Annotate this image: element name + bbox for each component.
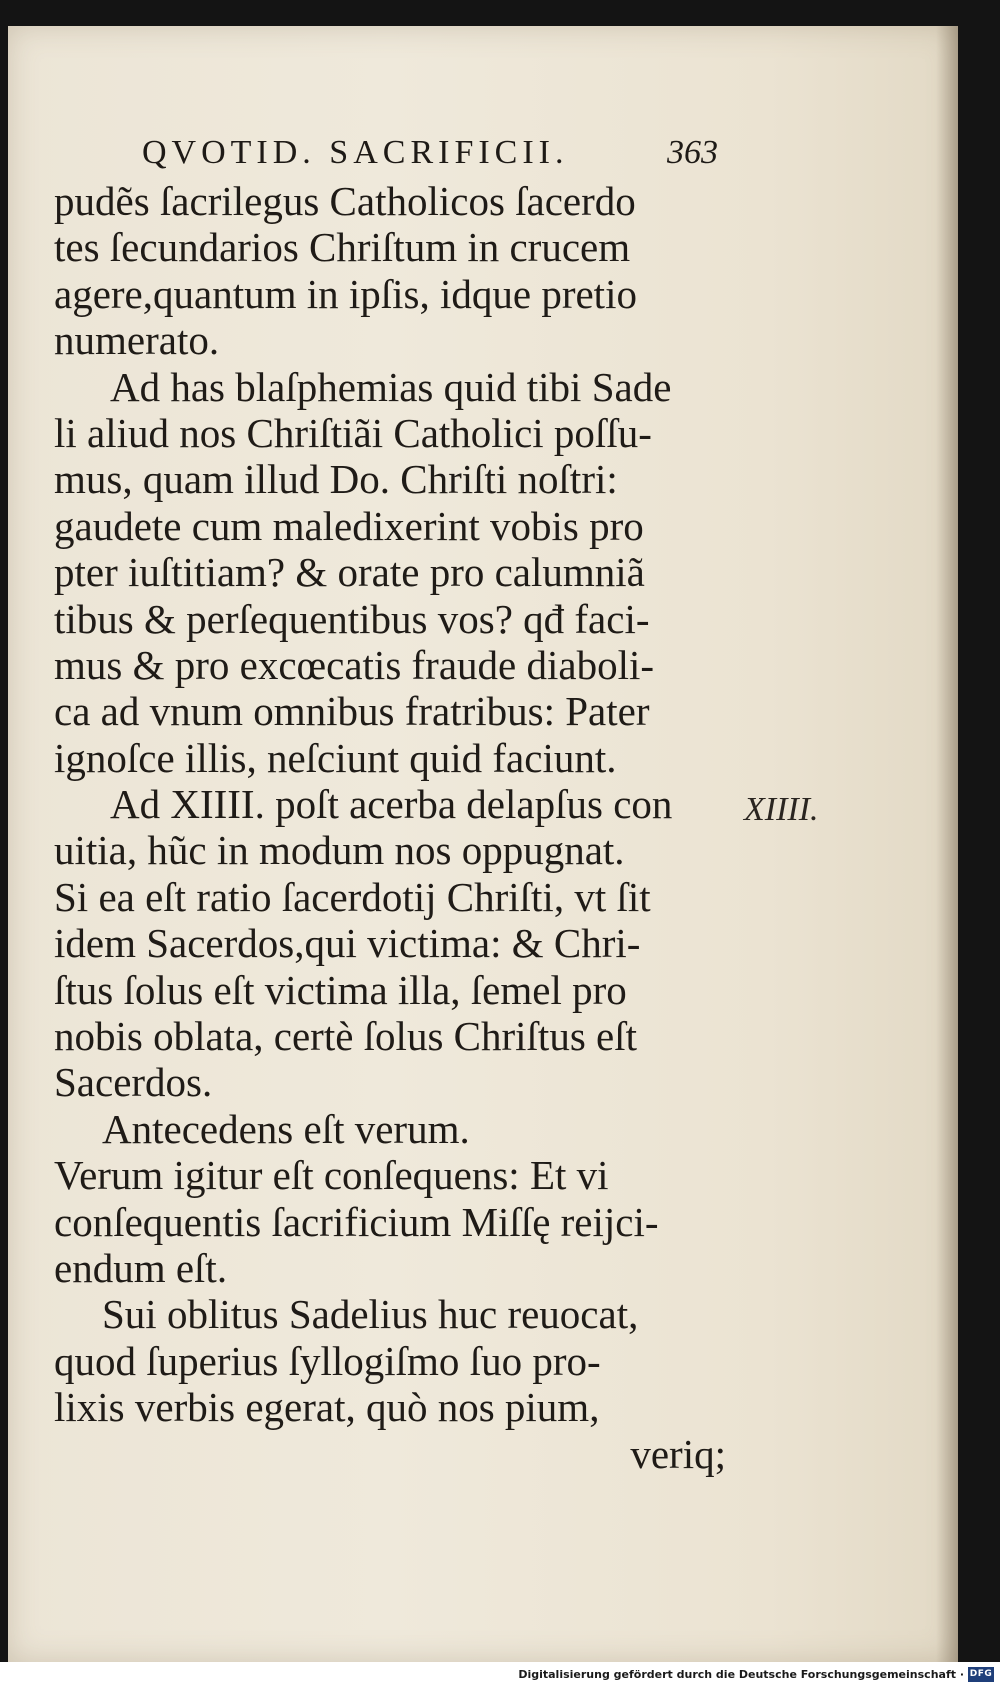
text-line: nobis oblata, certè ſolus Chriſtus eſt — [54, 1013, 638, 1060]
text-line: mus, quam illud Do. Chriſti noſtri: — [54, 456, 618, 503]
paragraph-start-line: Sui oblitus Sadelius huc reuocat, — [102, 1291, 639, 1338]
text-line: ſtus ſolus eſt victima illa, ſemel pro — [54, 966, 627, 1013]
text-line: conſequentis ſacrificium Miſſę reijci- — [54, 1198, 659, 1245]
text-line: tibus & perſequentibus vos? qđ faci- — [54, 595, 650, 642]
paragraph-start-line: Ad has blaſphemias quid tibi Sade — [110, 363, 672, 410]
text-line: idem Sacerdos,qui victima: & Chri- — [54, 920, 641, 967]
text-line: mus & pro excœcatis fraude diaboli- — [54, 641, 655, 688]
text-line: lixis verbis egerat, quò nos pium, — [54, 1384, 600, 1431]
book-page — [8, 26, 958, 1662]
text-line: Si ea eſt ratio ſacerdotij Chriſti, vt ſit — [54, 873, 651, 920]
running-title: QVOTID. SACRIFICII. — [142, 134, 569, 171]
funding-credit: Digitalisierung gefördert durch die Deutsche Forschungsgemeinschaft · — [518, 1668, 964, 1681]
text-line: ca ad vnum omnibus fratribus: Pater — [54, 688, 650, 735]
page-number: 363 — [667, 134, 718, 171]
text-line: numerato. — [54, 317, 220, 364]
paragraph-start-line: Ad XIIII. poſt acerba delapſus con — [110, 781, 673, 828]
text-line: ignoſce illis, neſciunt quid faciunt. — [54, 734, 617, 781]
digitization-footer — [0, 1662, 1000, 1689]
text-line: Sacerdos. — [54, 1059, 213, 1106]
margin-note: XIIII. — [744, 791, 819, 828]
text-line: pter iuſtitiam? & orate pro calumniã — [54, 549, 645, 596]
text-line: pudẽs ſacrilegus Catholicos ſacerdo — [54, 178, 636, 224]
text-line: li aliud nos Chriſtiãi Catholici poſſu- — [54, 409, 652, 456]
text-line: endum eſt. — [54, 1244, 228, 1291]
text-line: agere,quantum in ipſis, idque pretio — [54, 270, 637, 317]
text-line: tes ſecundarios Chriſtum in crucem — [54, 224, 631, 271]
catchword: veriq; — [630, 1430, 726, 1477]
paragraph-start-line: Antecedens eſt verum. — [102, 1105, 470, 1152]
text-line: gaudete cum maledixerint vobis pro — [54, 502, 644, 549]
main-text — [54, 178, 734, 1477]
text-line: quod ſuperius ſyllogiſmo ſuo pro- — [54, 1337, 601, 1384]
dfg-logo-icon: DFG — [968, 1667, 994, 1682]
text-line: uitia, hũc in modum nos oppugnat. — [54, 827, 625, 874]
text-line: Verum igitur eſt conſequens: Et vi — [54, 1152, 609, 1199]
running-head — [136, 134, 726, 180]
